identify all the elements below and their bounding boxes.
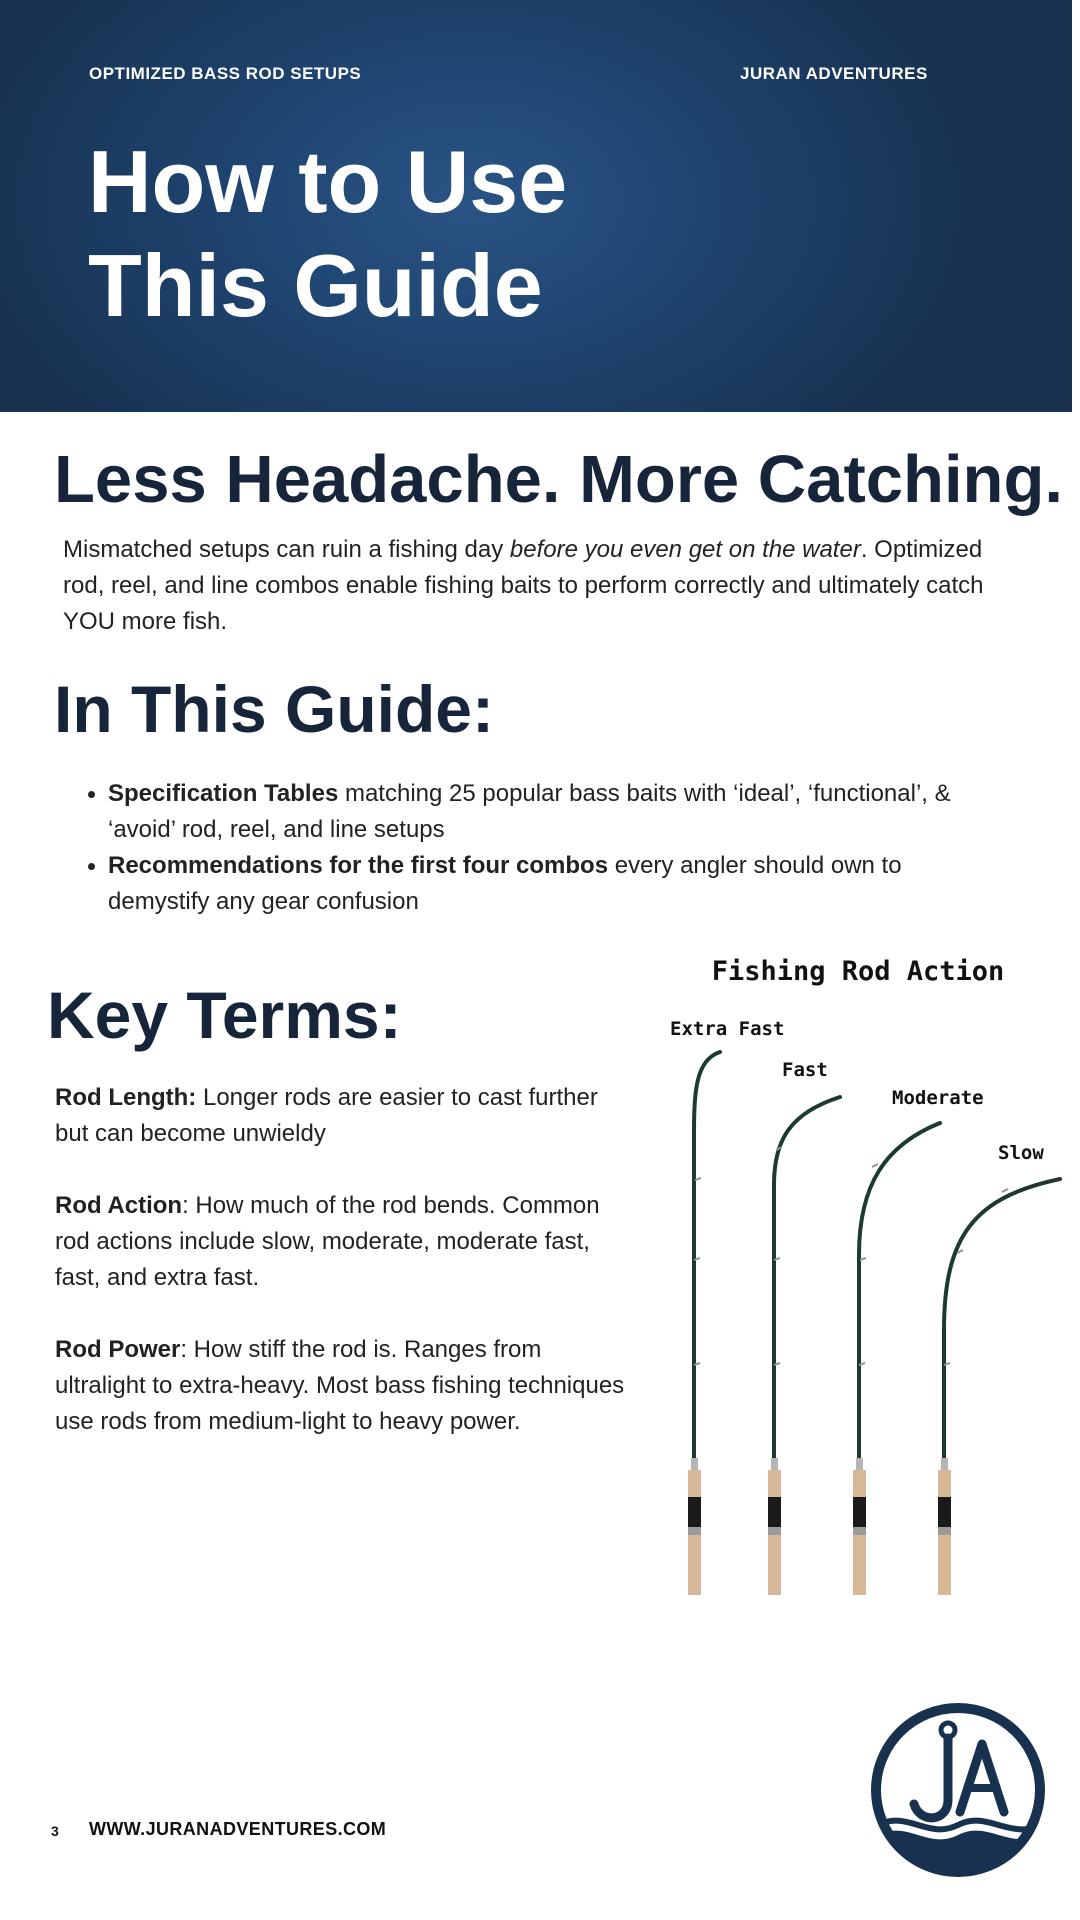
rod-metal-fitting	[941, 1458, 948, 1470]
rod-slow	[938, 1179, 1060, 1595]
list-item	[108, 776, 988, 848]
rod-seat-ring	[688, 1527, 701, 1535]
guide-list	[108, 776, 988, 920]
figure-title: Fishing Rod Action	[711, 956, 1005, 987]
key-terms-list	[55, 1080, 635, 1476]
juran-adventures-logo-icon	[868, 1700, 1048, 1880]
label-slow: Slow	[998, 1142, 1044, 1164]
title-line-1: How to Use	[88, 132, 568, 231]
rod-seat-ring	[938, 1527, 951, 1535]
rod-action-diagram	[640, 935, 1070, 1595]
intro-text-italic: before you even get on the water	[509, 536, 861, 563]
key-terms-heading: Key Terms:	[47, 978, 402, 1052]
rod-guide	[944, 1189, 1008, 1365]
rod-blank	[774, 1097, 840, 1458]
brand-label: JURAN ADVENTURES	[740, 64, 928, 83]
series-label: OPTIMIZED BASS ROD SETUPS	[89, 64, 362, 83]
title-line-2: This Guide	[88, 236, 543, 335]
intro-paragraph	[63, 532, 1023, 640]
rod-seat-ring	[853, 1527, 866, 1535]
intro-text-start: Mismatched setups can ruin a fishing day	[63, 536, 510, 563]
list-item-bold: Specification Tables	[108, 780, 339, 807]
list-item-text: matching 25 popular bass baits with ‘ideal’, ‘functional’, & ‘avoid’ rod, reel, and line setups	[108, 780, 951, 843]
rod-blank	[859, 1123, 940, 1458]
website-url: WWW.JURANADVENTURES.COM	[89, 1819, 387, 1839]
label-fast: Fast	[782, 1059, 828, 1081]
rod-metal-fitting	[691, 1458, 698, 1470]
page-title	[88, 130, 788, 338]
page-number: 3	[51, 1823, 59, 1839]
rod-seat-ring	[768, 1527, 781, 1535]
term-definition: Longer rods are easier to cast further but can become unwieldy	[55, 1084, 598, 1147]
term-rod-power	[55, 1332, 635, 1440]
hero-banner	[0, 0, 1080, 412]
rod-blank	[694, 1052, 720, 1458]
term-rod-length	[55, 1080, 635, 1152]
intro-heading: Less Headache. More Catching.	[54, 442, 1064, 517]
rod-blank	[944, 1179, 1060, 1458]
rod-fast	[768, 1097, 840, 1595]
term-definition: : How stiff the rod is. Ranges from ultralight to extra-heavy. Most bass fishing techniques use rods from medium-light to heavy power.	[55, 1336, 625, 1435]
rod-reel-seat	[768, 1497, 781, 1527]
term-name: Rod Action	[55, 1192, 183, 1219]
term-name: Rod Length:	[55, 1084, 197, 1111]
list-item-bold: Recommendations for the first four combos	[108, 852, 609, 879]
label-moderate: Moderate	[892, 1087, 984, 1109]
rod-reel-seat	[853, 1497, 866, 1527]
label-extra-fast: Extra Fast	[670, 1018, 785, 1040]
rod-extra-fast	[688, 1052, 720, 1595]
rod-reel-seat	[938, 1497, 951, 1527]
term-rod-action	[55, 1188, 635, 1296]
rod-reel-seat	[688, 1497, 701, 1527]
guide-heading: In This Guide:	[54, 672, 494, 746]
term-name: Rod Power	[55, 1336, 181, 1363]
term-definition: : How much of the rod bends. Common rod actions include slow, moderate, moderate fast, fast, and extra fast.	[55, 1192, 600, 1291]
rod-metal-fitting	[856, 1458, 863, 1470]
intro-text-end: . Optimized rod, reel, and line combos enable fishing baits to perform correctly and ultimately catch YOU more fish.	[63, 536, 984, 635]
rod-metal-fitting	[771, 1458, 778, 1470]
list-item-text: every angler should own to demystify any gear confusion	[108, 852, 902, 915]
list-item	[108, 848, 988, 920]
rod-moderate	[853, 1123, 940, 1595]
